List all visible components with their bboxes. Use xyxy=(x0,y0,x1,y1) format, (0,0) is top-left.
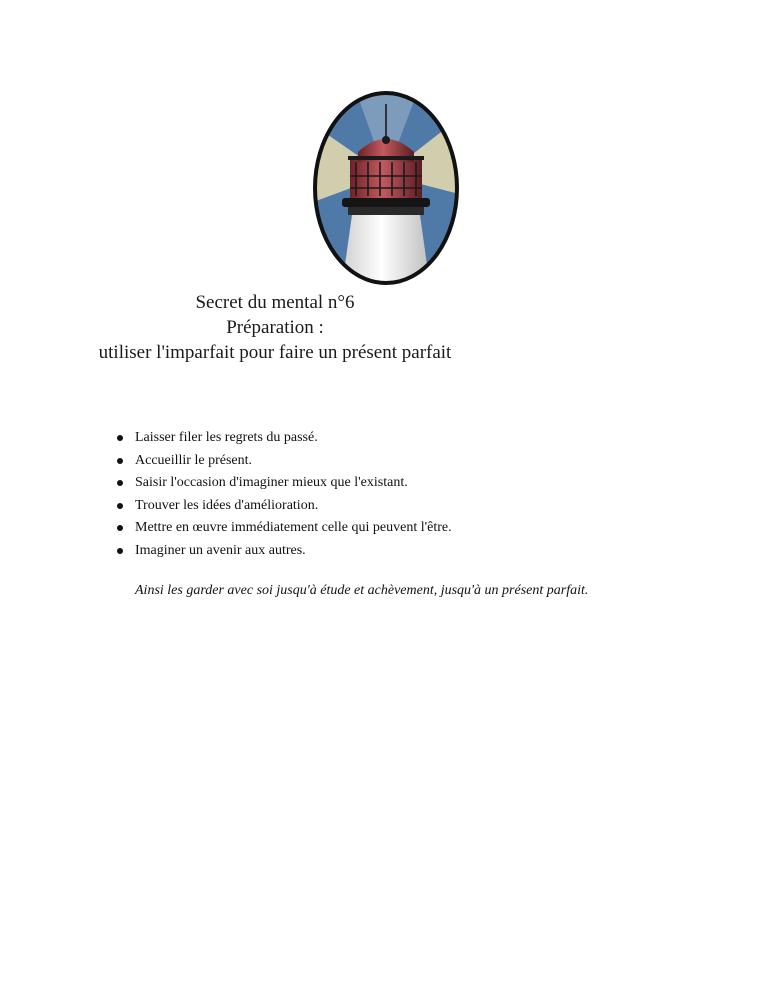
page-title xyxy=(90,290,460,365)
title-line-3: utiliser l'imparfait pour faire un présent parfait xyxy=(98,342,452,363)
closing-statement: Ainsi les garder avec soi jusqu'à étude et achèvement, jusqu'à un présent parfait. xyxy=(135,583,589,598)
lighthouse-icon xyxy=(312,90,460,286)
list-item: Mettre en œuvre immédiatement celle qui peuvent l'être. xyxy=(135,517,452,540)
list-item: Laisser filer les regrets du passé. xyxy=(135,427,452,450)
title-line-1: Secret du mental n°6 xyxy=(195,292,355,313)
list-item: Imaginer un avenir aux autres. xyxy=(135,540,452,563)
list-item: Trouver les idées d'amélioration. xyxy=(135,495,452,518)
title-line-2: Préparation : xyxy=(226,317,324,338)
list-item: Saisir l'occasion d'imaginer mieux que l'existant. xyxy=(135,472,452,495)
list-item: Accueillir le présent. xyxy=(135,450,452,473)
bullet-list xyxy=(135,427,452,563)
